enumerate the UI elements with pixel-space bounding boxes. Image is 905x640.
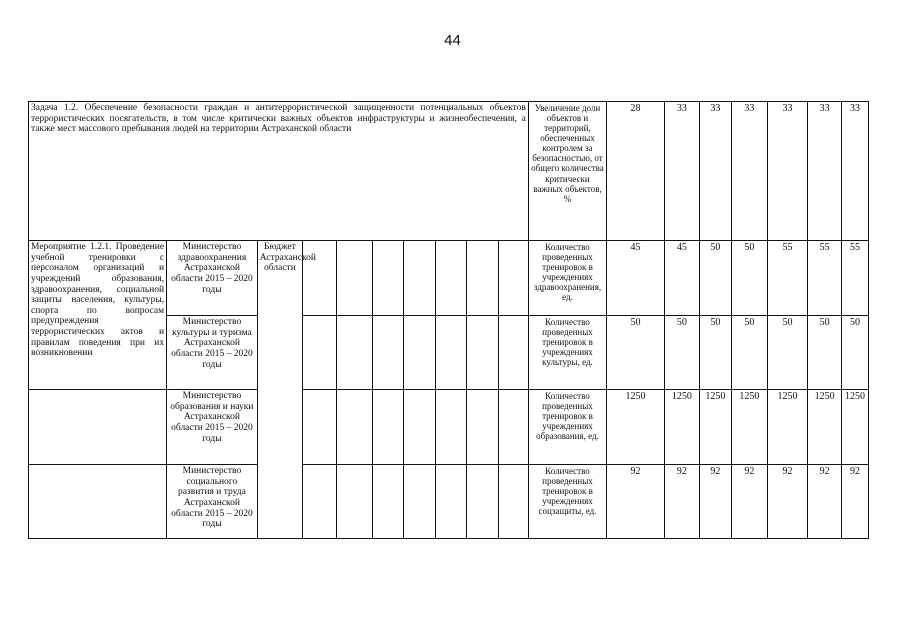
- value-cell: 1250: [808, 390, 842, 465]
- indicator-cell: Количество проведенных тренировок в учреждениях здравоохранения, ед.: [528, 241, 606, 316]
- value-cell: 50: [731, 241, 767, 316]
- empty-cell: [337, 241, 373, 316]
- indicator-cell: Количество проведенных тренировок в учреждениях соцзащиты, ед.: [528, 465, 606, 539]
- executor-cell: Министерство здравоохранения Астраханской области 2015 – 2020 годы: [167, 241, 258, 316]
- empty-cell: [29, 465, 167, 539]
- value-cell: 1250: [607, 390, 665, 465]
- indicator-cell: Количество проведенных тренировок в учреждениях культуры, ед.: [528, 316, 606, 390]
- value-cell: 92: [699, 465, 731, 539]
- empty-cell: [373, 241, 404, 316]
- empty-cell: [337, 465, 373, 539]
- empty-cell: [337, 390, 373, 465]
- page-number: 44: [444, 32, 461, 49]
- empty-cell: [373, 316, 404, 390]
- empty-cell: [303, 241, 337, 316]
- measure-text: Мероприятие 1.2.1. Проведение учебной тренировки с персоналом организаций и учреждений образования, здравоохранения, социальной защиты населения, культуры, спорта по вопросам предупреждения террористических актов и правилам поведения при их возникновении: [29, 241, 167, 390]
- value-cell: 50: [842, 316, 869, 390]
- task-text: Задача 1.2. Обеспечение безопасности граждан и антитеррористической защищенности потенциальных объектов террористических посягательств, в том числе критически важных объектов инфраструктуры и жизнеобеспечения, а также мест массового пребывания людей на территории Астраханской области: [29, 102, 529, 241]
- empty-cell: [498, 241, 528, 316]
- value-cell: 1250: [731, 390, 767, 465]
- empty-cell: [498, 465, 528, 539]
- indicator-cell: Количество проведенных тренировок в учреждениях образования, ед.: [528, 390, 606, 465]
- empty-cell: [29, 390, 167, 465]
- task-value: 33: [664, 102, 699, 241]
- value-cell: 55: [808, 241, 842, 316]
- task-value: 33: [808, 102, 842, 241]
- value-cell: 92: [842, 465, 869, 539]
- value-cell: 50: [731, 316, 767, 390]
- executor-row: [29, 465, 869, 539]
- empty-cell: [498, 316, 528, 390]
- value-cell: 1250: [699, 390, 731, 465]
- value-cell: 50: [699, 316, 731, 390]
- value-cell: 50: [767, 316, 807, 390]
- empty-cell: [303, 465, 337, 539]
- empty-cell: [466, 316, 498, 390]
- task-value: 33: [767, 102, 807, 241]
- value-cell: 92: [767, 465, 807, 539]
- value-cell: 50: [808, 316, 842, 390]
- empty-cell: [373, 390, 404, 465]
- value-cell: 50: [664, 316, 699, 390]
- value-cell: 55: [842, 241, 869, 316]
- executor-row: [29, 390, 869, 465]
- value-cell: 92: [664, 465, 699, 539]
- executor-cell: Министерство культуры и туризма Астраханской области 2015 – 2020 годы: [167, 316, 258, 390]
- empty-cell: [498, 390, 528, 465]
- task-value: 28: [607, 102, 665, 241]
- program-table: [28, 101, 869, 539]
- empty-cell: [303, 390, 337, 465]
- task-value: 33: [731, 102, 767, 241]
- executor-cell: Министерство социального развития и труда Астраханской области 2015 – 2020 годы: [167, 465, 258, 539]
- value-cell: 92: [808, 465, 842, 539]
- empty-cell: [435, 390, 466, 465]
- empty-cell: [435, 316, 466, 390]
- funding-source: Бюджет Астраханской области: [257, 241, 302, 539]
- value-cell: 92: [607, 465, 665, 539]
- empty-cell: [337, 316, 373, 390]
- task-value: 33: [699, 102, 731, 241]
- empty-cell: [466, 241, 498, 316]
- executor-cell: Министерство образования и науки Астраханской области 2015 – 2020 годы: [167, 390, 258, 465]
- empty-cell: [404, 465, 436, 539]
- empty-cell: [373, 465, 404, 539]
- task-row: [29, 102, 869, 241]
- empty-cell: [466, 390, 498, 465]
- empty-cell: [404, 390, 436, 465]
- value-cell: 92: [731, 465, 767, 539]
- empty-cell: [466, 465, 498, 539]
- task-indicator: Увеличение доли объектов и территорий, обеспеченных контролем за безопасностью, от общего количества критически важных объектов, %: [528, 102, 606, 241]
- empty-cell: [404, 316, 436, 390]
- value-cell: 45: [607, 241, 665, 316]
- value-cell: 50: [607, 316, 665, 390]
- value-cell: 1250: [664, 390, 699, 465]
- empty-cell: [435, 241, 466, 316]
- value-cell: 55: [767, 241, 807, 316]
- empty-cell: [435, 465, 466, 539]
- task-value: 33: [842, 102, 869, 241]
- value-cell: 45: [664, 241, 699, 316]
- value-cell: 50: [699, 241, 731, 316]
- value-cell: 1250: [842, 390, 869, 465]
- empty-cell: [303, 316, 337, 390]
- empty-cell: [404, 241, 436, 316]
- value-cell: 1250: [767, 390, 807, 465]
- measure-row: [29, 241, 869, 316]
